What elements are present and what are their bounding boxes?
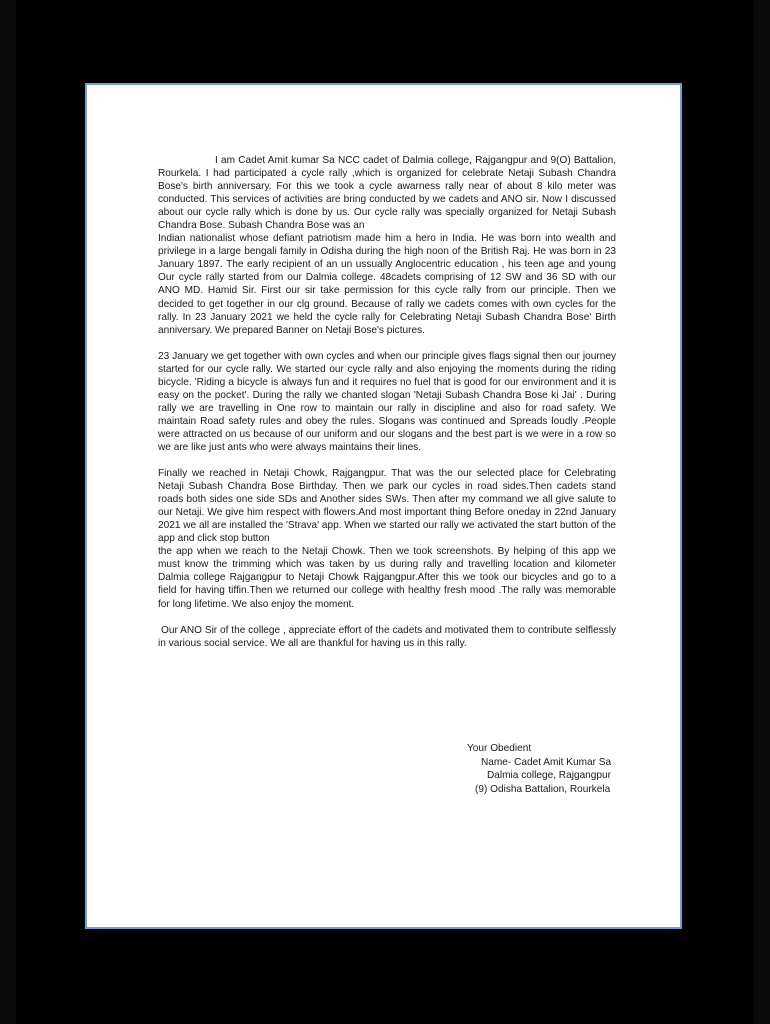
signature-block (467, 742, 611, 796)
right-margin-strip (754, 0, 770, 1024)
paragraph-strava-app: the app when we reach to the Netaji Chowk. Then we took screenshots. By helping of this app we must know the trimming which was taken by us during rally and travelling location and kilometer Dalmia college Rajgangpur to Netaji Chowk Rajgangpur.After this we took our bicycles and go to a field for having tiffin.Then we returned our college with healthy fresh mood .The rally was memorable for long lifetime. We also enjoy the moment. (158, 546, 616, 610)
paragraph-gap (158, 611, 616, 624)
paragraph-gap (158, 337, 616, 350)
signature-college: Dalmia college, Rajgangpur (487, 770, 611, 781)
signature-name: Name- Cadet Amit Kumar Sa (481, 756, 612, 768)
letter-body (158, 154, 616, 650)
signature-salutation: Your Obedient (467, 743, 532, 754)
paragraph-intro: I am Cadet Amit kumar Sa NCC cadet of Dalmia college, Rajgangpur and 9(O) Battalion, Rourkela. I had participated a cycle rally ,which is organized for celebrate Netaji Subash Chandra Bose's birth anniversary. For this we took a cycle awarness rally near of about 8 kilo meter was conducted. This services of activities are bring conducted by we cadets and ANO sir. Now I discussed about our cycle rally which is done by us. Our cycle rally was specially organized for Netaji Subash Chandra Bose. Subash Chandra Bose was an (158, 155, 616, 232)
signature-battalion: (9) Odisha Battalion, Rourkela (475, 783, 611, 795)
paragraph-gap (158, 454, 616, 467)
document-page (85, 83, 682, 929)
left-margin-strip (0, 0, 16, 1024)
paragraph-netaji-chowk: Finally we reached in Netaji Chowk, Rajgangpur. That was the our selected place for Celebrating Netaji Subash Chandra Bose Birthday. Then we park our cycles in road sides.Then cadets stand roads both sides one side SDs and Another sides SWs. Then after my command we all give salute to our Netaji. We give him respect with flowers.And most important thing Before oneday in 22nd January 2021 we all are installed the 'Strava' app. When we started our rally we activated the start button of the app and click stop button (158, 468, 616, 545)
paragraph-closing: Our ANO Sir of the college , appreciate effort of the cadets and motivated them to contribute selflessly in various social service. We all are thankful for having us in this rally. (158, 624, 616, 649)
paragraph-netaji-background: Indian nationalist whose defiant patriotism made him a hero in India. He was born into wealth and privilege in a large bengali family in Odisha during the high noon of the British Raj. He was born in 23 January 1897. The early recipient of an un ussually Anglocentric education , his teen age and young Our cycle rally started from our Dalmia college. 48cadets comprising of 12 SW and 36 SD with our ANO MD. Hamid Sir. First our sir take permission for this cycle rally from our principle. Then we decided to get together in our clg ground. Because of rally we cadets comes with own cycles for the rally. In 23 January 2021 we held the cycle rally for Celebrating Netaji Subash Chandra Bose' Birth anniversary. We prepared Banner on Netaji Bose's pictures. (158, 233, 616, 336)
paragraph-rally-journey: 23 January we get together with own cycles and when our principle gives flags signal then our journey started for our cycle rally. We started our cycle rally and also enjoying the moments during the riding bicycle. 'Riding a bicycle is always fun and it requires no fuel that is good for our environment and it is easy on the pocket'. During the rally we chanted slogan 'Netaji Subash Chandra Bose ki Jai' . During rally we are travelling in One row to maintain our rally in discipline and also for road safety. We maintain Road safety rules and obey the rules. Slogans was continued and Spreads loudly .People were attracted on us because of our uniform and our slogans and the best part is we were in a row so we are like just ants who were always maintains their lines. (158, 350, 616, 453)
